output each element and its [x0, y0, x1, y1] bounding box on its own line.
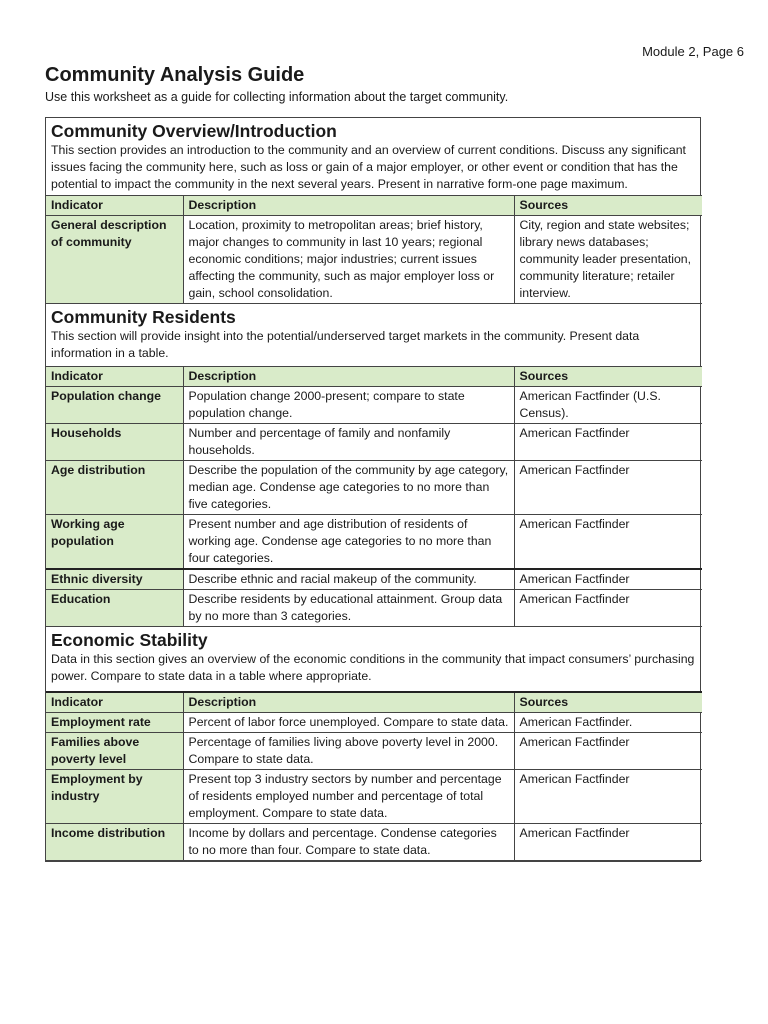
table-row [46, 569, 702, 590]
description-header: Description [183, 692, 514, 713]
description-cell: Percentage of families living above poverty level in 2000. Compare to state data. [183, 733, 514, 770]
indicator-header: Indicator [46, 367, 183, 387]
sources-cell: American Factfinder [514, 515, 702, 570]
indicator-cell: Income distribution [46, 824, 183, 861]
sources-cell: American Factfinder [514, 590, 702, 627]
description-cell: Percent of labor force unemployed. Compare to state data. [183, 713, 514, 733]
table-row [46, 733, 702, 770]
description-cell: Present top 3 industry sectors by number and percentage of residents employed number and percentage of total employment. Compare to state data. [183, 770, 514, 824]
description-cell: Number and percentage of family and nonfamily households. [183, 424, 514, 461]
table-row [46, 461, 702, 515]
economic-section-header [46, 627, 700, 691]
sources-header: Sources [514, 692, 702, 713]
indicator-cell: General description of community [46, 216, 183, 304]
indicator-cell: Education [46, 590, 183, 627]
sources-cell: American Factfinder [514, 733, 702, 770]
indicator-header: Indicator [46, 692, 183, 713]
description-cell: Location, proximity to metropolitan areas; brief history, major changes to community in last 10 years; regional economic conditions; major industries; current issues affecting the community, such as major employer loss or gain, school consolidation. [183, 216, 514, 304]
table-header-row [46, 692, 702, 713]
table-row [46, 770, 702, 824]
residents-table [46, 366, 702, 627]
description-cell: Present number and age distribution of residents of working age. Condense age categories to no more than four categories. [183, 515, 514, 570]
sources-cell: American Factfinder (U.S. Census). [514, 387, 702, 424]
overview-table [46, 195, 702, 304]
economic-section-title: Economic Stability [51, 630, 208, 650]
description-cell: Describe the population of the community by age category, median age. Condense age categories to no more than five categories. [183, 461, 514, 515]
residents-section-header [46, 304, 700, 366]
sources-cell: American Factfinder [514, 770, 702, 824]
economic-table [46, 691, 702, 861]
sources-cell: American Factfinder. [514, 713, 702, 733]
sources-cell: American Factfinder [514, 824, 702, 861]
page-subtitle: Use this worksheet as a guide for collecting information about the target community. [45, 90, 509, 104]
guide-frame [45, 117, 701, 862]
sources-cell: American Factfinder [514, 424, 702, 461]
description-cell: Income by dollars and percentage. Condense categories to no more than four. Compare to state data. [183, 824, 514, 861]
indicator-cell: Households [46, 424, 183, 461]
table-row [46, 387, 702, 424]
sources-cell: City, region and state websites; library news databases; community leader presentation, community literature; retailer interview. [514, 216, 702, 304]
table-row [46, 590, 702, 627]
description-cell: Describe ethnic and racial makeup of the community. [183, 569, 514, 590]
table-row [46, 216, 702, 304]
sources-header: Sources [514, 196, 702, 216]
indicator-header: Indicator [46, 196, 183, 216]
indicator-cell: Population change [46, 387, 183, 424]
sources-cell: American Factfinder [514, 569, 702, 590]
table-row [46, 424, 702, 461]
description-cell: Population change 2000-present; compare to state population change. [183, 387, 514, 424]
indicator-cell: Employment by industry [46, 770, 183, 824]
description-cell: Describe residents by educational attainment. Group data by no more than 3 categories. [183, 590, 514, 627]
overview-section-header [46, 118, 700, 195]
table-row [46, 515, 702, 570]
sources-cell: American Factfinder [514, 461, 702, 515]
table-row [46, 824, 702, 861]
page-title: Community Analysis Guide [45, 64, 305, 86]
table-header-row [46, 367, 702, 387]
residents-section-text: This section will provide insight into the potential/underserved target markets in the community. Present data information in a table. [51, 329, 640, 360]
indicator-cell: Ethnic diversity [46, 569, 183, 590]
table-row [46, 713, 702, 733]
residents-section-title: Community Residents [51, 307, 236, 327]
description-header: Description [183, 367, 514, 387]
overview-section-text: This section provides an introduction to the community and an overview of current conditions. Discuss any significant issues facing the community here, such as loss or gain of a major employer, or other event or condition that has the potential to impact the community in the next several years. Present in narrative form-one page maximum. [51, 143, 686, 191]
indicator-cell: Employment rate [46, 713, 183, 733]
description-header: Description [183, 196, 514, 216]
indicator-cell: Working age population [46, 515, 183, 570]
overview-section-title: Community Overview/Introduction [51, 121, 337, 141]
indicator-cell: Families above poverty level [46, 733, 183, 770]
indicator-cell: Age distribution [46, 461, 183, 515]
economic-section-text: Data in this section gives an overview of the economic conditions in the community that impact consumers’ purchasing power. Compare to state data in a table where appropriate. [51, 652, 695, 683]
table-header-row [46, 196, 702, 216]
sources-header: Sources [514, 367, 702, 387]
page-number: Module 2, Page 6 [642, 44, 744, 59]
